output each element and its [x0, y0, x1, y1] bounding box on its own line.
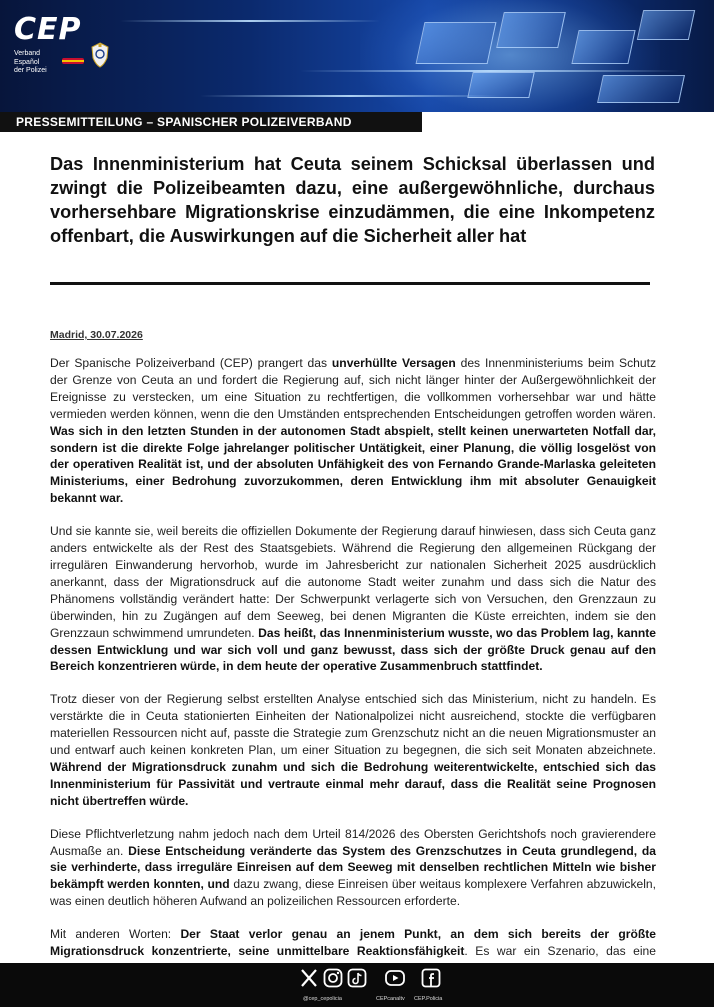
instagram-icon[interactable] — [322, 967, 344, 989]
logo-subtitle-line: der Polizei — [14, 67, 47, 74]
logo-text: CEP — [14, 12, 82, 47]
logo-subtitle — [14, 50, 47, 76]
banner-screen-panel — [571, 30, 635, 64]
banner-screen-panel — [637, 10, 695, 40]
text-run: des Innenministeriums beim Schutz der Grenze von Ceuta an und fordert die Regierung auf, sich nicht länger hinter der Außergewöhnlichkeit der Ereignisse zu verstecken, um eine Situation zu rechtfertigen, die vollkommen vorhersehbar war und hätte vermieden werden können, wenn die den Umständen entsprechenden Entscheidungen getroffen worden wären. — [50, 356, 657, 421]
bold-run: Das heißt, das Innenministerium wusste, wo das Problem lag, kannte dessen Entwicklung und war sich voll und ganz bewusst, dass sich der größte Druck genau auf den Bereich konzentrieren würde, in dem heute der operative Zusammenbruch stattfindet. — [50, 625, 656, 674]
paragraph — [50, 691, 656, 809]
press-release-label: PRESSEMITTEILUNG – SPANISCHER POLIZEIVERBAND — [16, 115, 352, 129]
text-run: Mit anderen Worten: — [50, 927, 181, 942]
youtube-icon[interactable] — [384, 967, 406, 989]
header-banner — [0, 0, 714, 112]
social-handle-label: @cep_cepolicia — [303, 996, 342, 1002]
bold-run: Was sich in den letzten Stunden in der autonomen Stadt abspielt, stellt keinen unerwarteten Notfall dar, sondern ist die direkte Folge jahrelanger politischer Untätigkeit, einer Planung, die völlig losgelöst von der operativen Realität ist, und der absoluten Unfähigkeit des von Fernando Grande-Marlaska geleiteten Ministeriums, einer Bedrohung zuvorzukommen, deren Entwicklung ihm mit absoluter Genauigkeit bekannt war. — [50, 423, 656, 506]
text-run: . Es war ein Szenario, das eine — [464, 944, 656, 959]
tiktok-icon[interactable] — [346, 967, 368, 989]
x-icon[interactable] — [298, 967, 320, 989]
social-handle-label: CEPcanaltv — [376, 996, 405, 1002]
text-run: Der Spanische Polizeiverband (CEP) prangert das — [50, 356, 332, 370]
headline: Das Innenministerium hat Ceuta seinem Schicksal überlassen und zwingt die Polizeibeamten dazu, eine außergewöhnliche, durchaus vorhersehbare Migrationskrise einzudämmen, die eine Inkompetenz offenbart, die Auswirkungen auf die Sicherheit aller hat — [50, 154, 655, 246]
police-badge-icon — [90, 42, 110, 68]
spain-flag-icon — [62, 58, 84, 64]
press-release-bar — [0, 112, 422, 132]
banner-light-streak — [200, 95, 500, 97]
logo-subtitle-line: Español — [14, 58, 40, 66]
headline-divider — [50, 282, 650, 285]
paragraph — [50, 523, 656, 675]
facebook-icon[interactable] — [420, 967, 442, 989]
bold-run: Der Staat verlor genau an jenem Punkt, an dem sich bereits der größte Migrationsdruck konzentrierte, seine unmittelbare Reaktionsfähigkeit — [50, 927, 656, 959]
article-body — [50, 355, 656, 993]
bold-run: unverhüllte Versagen — [331, 356, 456, 370]
text-run: dazu zwang, diese Einreisen über weitaus komplexere Verfahren abzuwickeln, was einen deutlich höheren Aufwand an polizeilichen Ressourcen erforderte. — [50, 877, 656, 909]
banner-screen-panel — [597, 75, 685, 103]
banner-light-streak — [120, 20, 380, 22]
text-run: Diese Pflichtverletzung nahm jedoch nach dem Urteil 814/2026 des Obersten Gerichtshofs noch gravierendere Ausmaße an. — [50, 826, 656, 858]
banner-screen-panel — [416, 22, 497, 64]
paragraph — [50, 826, 656, 911]
bold-run: Diese Entscheidung veränderte das System des Grenzschutzes in Ceuta grundlegend, da sie verhinderte, dass irreguläre Einreisen auf dem Seeweg mit denselben rechtlichen Mitteln wie bisher bekämpft werden konnten, und — [50, 843, 656, 892]
paragraph — [50, 355, 656, 507]
cep-logo — [14, 12, 84, 47]
social-handle-label: CEP.Policia — [414, 996, 443, 1002]
banner-screen-panel — [496, 12, 566, 48]
dateline: Madrid, 30.07.2026 — [50, 329, 143, 341]
banner-screen-panel — [467, 72, 535, 98]
text-run: Und sie kannte sie, weil bereits die offiziellen Dokumente der Regierung darauf hinwiesen, dass sich Ceuta ganz anders entwickelte als der Rest des Staatsgebiets. Während die Regierung den allgemeinen Rückgang der irregulären Einwanderung hervorhob, wurde im Jahresbericht zur nationalen Sicherheit 2025 ausdrücklich anerkannt, dass der Migrationsdruck auf die autonome Stadt weiter zunahm und dass sich die Natur des Phänomens vollständig verändert hatte: Der Schwerpunkt verlagerte sich von Versuchen, den Grenzzaun zu überwinden, hin zu Zugängen auf dem Seeweg, bei denen Migranten die Küste erreichten, indem sie den Grenzzaun schwimmend umrundeten. — [50, 524, 656, 640]
social-footer — [0, 963, 714, 1007]
bold-run: Während der Migrationsdruck zunahm und sich die Bedrohung weiterentwickelte, entschied sich das Innenministerium für Passivität und vertraute einmal mehr darauf, dass die Realität seine Prognosen nicht übertreffen würde. — [50, 759, 656, 808]
text-run: Trotz dieser von der Regierung selbst erstellten Analyse entschied sich das Ministerium, nicht zu handeln. Es verstärkte die in Ceuta stationierten Einheiten der Nationalpolizei nicht ausreichend, stockte die verfügbaren materiellen Ressourcen nicht auf, passte die Strategie zum Grenzschutz nicht an die neuen Migrationsmuster an und entwarf auch keinen konkreten Plan, um einer Situation zu begegnen, die sich seit Monaten abzeichnete. — [50, 692, 656, 758]
logo-subtitle-line: Verband — [14, 50, 41, 57]
